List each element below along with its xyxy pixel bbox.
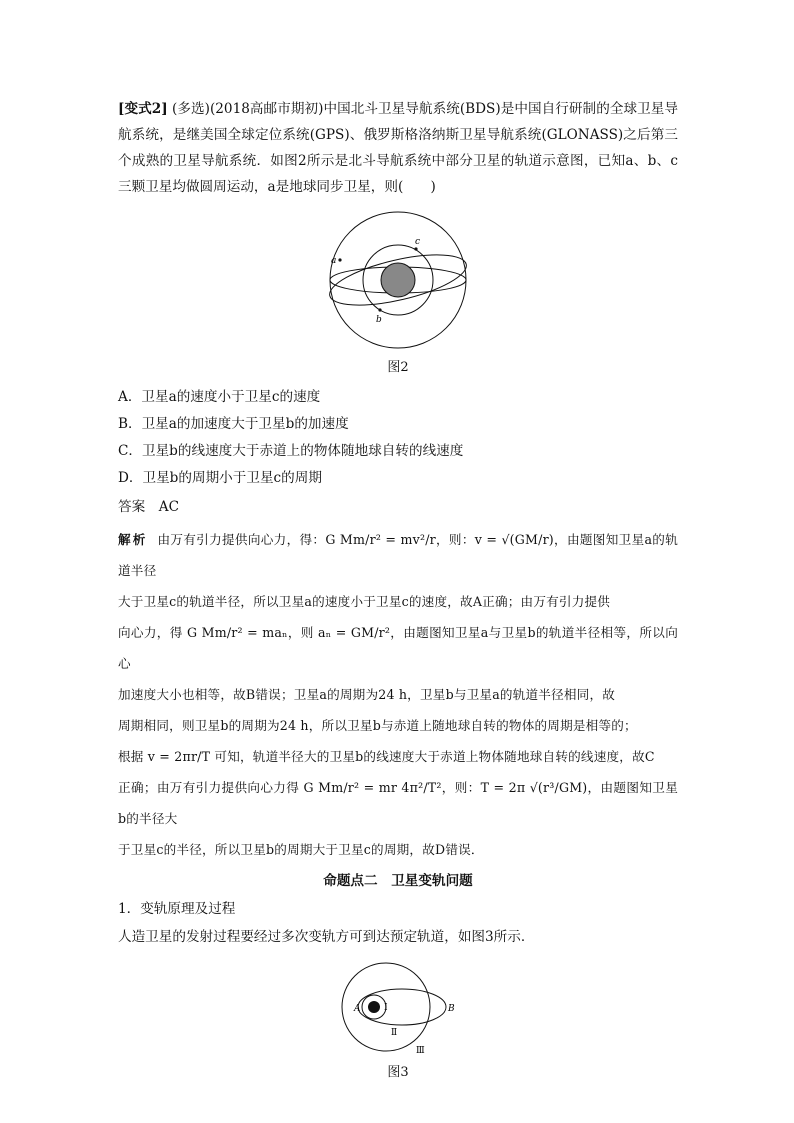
label-a: a (331, 256, 337, 266)
label-A: A (354, 1004, 361, 1014)
analysis-line-5: 周期相同，则卫星b的周期为24 h，所以卫星b与赤道上随地球自转的物体的周期是相等的； (118, 718, 637, 733)
figure-3-caption: 图3 (387, 1065, 409, 1080)
analysis-line-4: 加速度大小也相等，故B错误；卫星a的周期为24 h，卫星b与卫星a的轨道半径相同，故 (118, 687, 616, 702)
section-text: 人造卫星的发射过程要经过多次变轨方可到达预定轨道，如图3所示． (118, 929, 535, 945)
figure-2-caption: 图2 (387, 360, 409, 375)
section-subheading: 1．变轨原理及过程 (118, 901, 236, 917)
option-c: C．卫星b的线速度大于赤道上的物体随地球自转的线速度 (118, 443, 464, 459)
analysis-lead: 解析 (118, 532, 148, 547)
label-II: Ⅱ (391, 1028, 398, 1038)
label-c: c (415, 237, 421, 247)
option-b: B．卫星a的加速度大于卫星b的加速度 (118, 416, 349, 432)
analysis-block (118, 524, 678, 865)
label-III: Ⅲ (416, 1046, 425, 1056)
option-d: D．卫星b的周期小于卫星c的周期 (118, 470, 322, 486)
analysis-line-7: 正确；由万有引力提供向心力得 G Mm/r² = mr 4π²/T²，则：T = 2π √(r³/GM)，由题图知卫星b的半径大 (118, 780, 678, 826)
document-page (118, 96, 678, 1089)
analysis-line-6: 根据 v = 2πr/T 可知，轨道半径大的卫星b的线速度大于赤道上物体随地球自转的线速度，故C (118, 749, 655, 764)
section-title: 命题点二 卫星变轨问题 (323, 873, 473, 889)
problem-text: (多选)(2018高邮市期初)中国北斗卫星导航系统(BDS)是中国自行研制的全球卫星导航系统，是继美国全球定位系统(GPS)、俄罗斯格洛纳斯卫星导航系统(GLONASS)之后第三个成熟的卫星导航系统．如图2所示是北斗导航系统中部分卫星的轨道示意图，已知a、b、c三颗卫星均做圆周运动，a是地球同步卫星，则( ) (118, 101, 678, 195)
figure-2-satellite-orbits (318, 206, 478, 356)
satellite-a-dot (338, 258, 341, 261)
problem-tag: [变式2] (118, 101, 168, 117)
label-I: Ⅰ (384, 1003, 388, 1013)
figure-3-orbit-transfer (338, 957, 458, 1061)
answer: 答案 AC (118, 499, 179, 515)
analysis-line-3: 向心力，得 G Mm/r² = maₙ，则 aₙ = GM/r²，由题图知卫星a与卫星b的轨道半径相等，所以向心 (118, 625, 678, 671)
option-a: A．卫星a的速度小于卫星c的速度 (118, 389, 321, 405)
analysis-line-1 (118, 524, 678, 586)
analysis-line-8: 于卫星c的半径，所以卫星b的周期大于卫星c的周期，故D错误． (118, 842, 484, 857)
analysis-line-2: 大于卫星c的轨道半径，所以卫星a的速度小于卫星c的速度，故A正确；由万有引力提供 (118, 594, 611, 609)
satellite-c-dot (414, 247, 417, 250)
satellite-b-dot (378, 308, 381, 311)
label-B: B (448, 1004, 455, 1014)
earth-small (368, 1001, 380, 1013)
label-b: b (376, 315, 382, 325)
analysis-text-1: 由万有引力提供向心力，得：G Mm/r² = mv²/r，则：v = √(GM/r)，由题图知卫星a的轨道半径 (118, 532, 678, 578)
earth (381, 263, 415, 297)
problem-paragraph (118, 96, 678, 200)
